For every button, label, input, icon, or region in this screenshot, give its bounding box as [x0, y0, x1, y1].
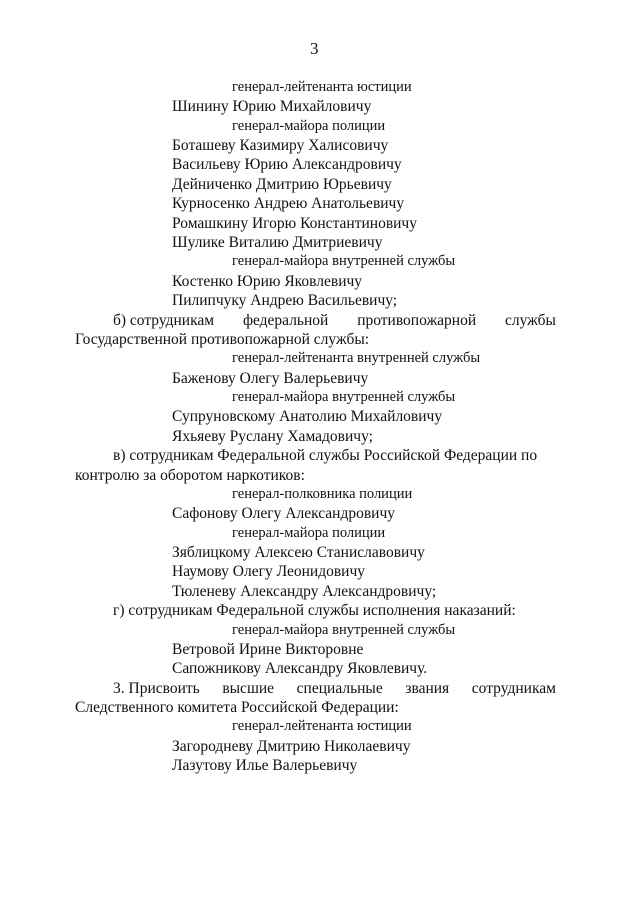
awardee-name: Сапожникову Александру Яковлевичу. [172, 660, 428, 677]
word: федеральной [242, 312, 329, 329]
awardee-name: Баженову Олегу Валерьевичу [172, 370, 369, 387]
paragraph-line-justified [113, 311, 556, 330]
awardee-name: Шулике Виталию Дмитриевичу [172, 234, 383, 251]
awardee-name: Сафонову Олегу Александровичу [172, 505, 396, 522]
awardee-name: Тюленеву Александру Александровичу; [172, 583, 437, 600]
rank-heading: генерал-полковника полиции [232, 486, 413, 502]
word: противопожарной [357, 312, 477, 329]
awardee-name: Костенко Юрию Яковлевичу [172, 273, 363, 290]
awardee-name: Боташеву Казимиру Халисовичу [172, 137, 389, 154]
paragraph-line: г) сотрудникам Федеральной службы исполнения наказаний: [113, 602, 516, 619]
awardee-name: Дейниченко Дмитрию Юрьевичу [172, 176, 392, 193]
awardee-name: Загородневу Дмитрию Николаевичу [172, 738, 411, 755]
paragraph-line-justified [113, 679, 556, 698]
word: сотрудникам [471, 680, 556, 697]
rank-heading: генерал-майора внутренней службы [232, 389, 456, 405]
word: специальные [296, 680, 383, 697]
awardee-name: Ветровой Ирине Викторовне [172, 641, 364, 658]
rank-heading: генерал-лейтенанта юстиции [232, 79, 412, 95]
word: 3. Присвоить [113, 680, 200, 697]
rank-heading: генерал-лейтенанта юстиции [232, 718, 412, 734]
word: б) сотрудникам [113, 312, 215, 329]
paragraph-line: контролю за оборотом наркотиков: [75, 467, 305, 484]
rank-heading: генерал-майора внутренней службы [232, 622, 456, 638]
paragraph-line: Государственной противопожарной службы: [75, 331, 370, 348]
awardee-name: Васильеву Юрию Александровичу [172, 156, 402, 173]
word: звания [405, 680, 450, 697]
word: службы [505, 312, 556, 329]
rank-heading: генерал-майора полиции [232, 118, 386, 134]
awardee-name: Шинину Юрию Михайловичу [172, 98, 372, 115]
awardee-name: Ромашкину Игорю Константиновичу [172, 215, 417, 232]
rank-heading: генерал-лейтенанта внутренней службы [232, 350, 481, 366]
page-number: 3 [310, 39, 319, 58]
awardee-name: Лазутову Илье Валерьевичу [172, 757, 358, 774]
awardee-name: Пилипчуку Андрею Васильевичу; [172, 292, 398, 309]
awardee-name: Наумову Олегу Леонидовичу [172, 563, 366, 580]
word: высшие [222, 680, 275, 697]
awardee-name: Яхьяеву Руслану Хамадовичу; [172, 428, 373, 445]
rank-heading: генерал-майора внутренней службы [232, 253, 456, 269]
paragraph-line: в) сотрудникам Федеральной службы Российской Федерации по [113, 447, 538, 464]
paragraph-line: Следственного комитета Российской Федерации: [75, 699, 399, 716]
awardee-name: Курносенко Андрею Анатольевичу [172, 195, 405, 212]
awardee-name: Зяблицкому Алексею Станиславовичу [172, 544, 425, 561]
awardee-name: Супруновскому Анатолию Михайловичу [172, 408, 443, 425]
rank-heading: генерал-майора полиции [232, 525, 386, 541]
